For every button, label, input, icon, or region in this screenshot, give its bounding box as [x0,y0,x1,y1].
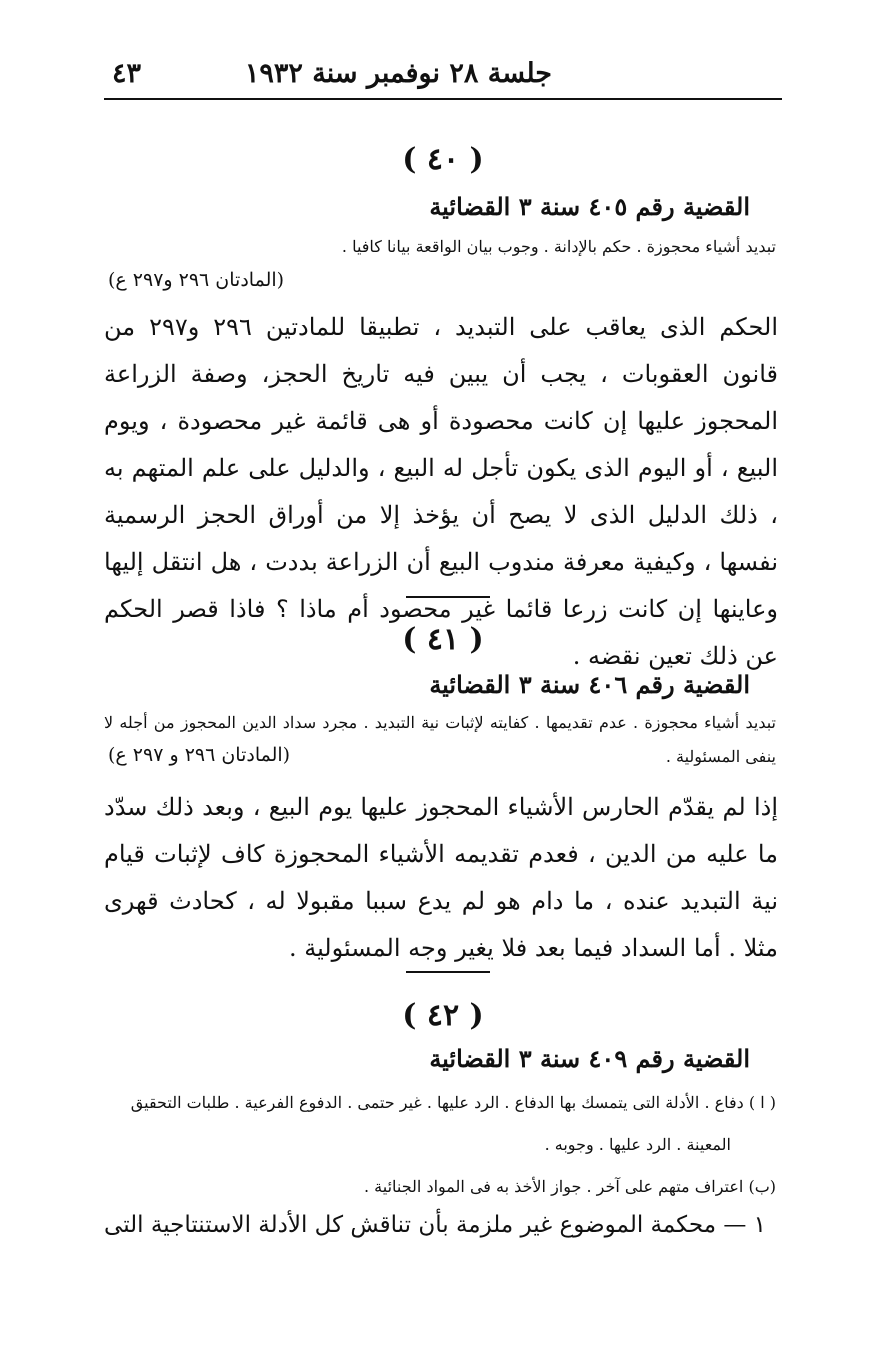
case-body: إذا لم يقدّم الحارس الأشياء المحجوز عليها يوم البيع ، وبعد ذلك سدّد ما عليه من الدين ، فعدم تقديمه الأشياء المحجوزة كاف لإثبات قيام نية التبديد عنده ، ما دام هو لم يدع سببا مقبولا له ، كحادث قهرى مثلا . أما السداد فيما بعد فلا يغير وجه المسئولية . [104,793,778,962]
case-title: القضية رقم ٤٠٥ سنة ٣ القضائية [429,192,750,221]
case-body: الحكم الذى يعاقب على التبديد ، تطبيقا للمادتين ٢٩٦ و٢٩٧ من قانون العقوبات ، يجب أن يبين فيه تاريخ الحجز، وصفة الزراعة المحجوز عليها إن كانت محصودة أو هى قائمة غير محصودة ، ويوم البيع ، أو اليوم الذى يكون تأجل له البيع ، والدليل على علم المتهم به ، ذلك الدليل الذى لا يصح أن يؤخذ إلا من أوراق الحجز الرسمية نفسها ، وكيفية معرفة مندوب البيع أن الزراعة بددت ، هل انتقل إليها وعاينها إن كانت زرعا قائما غير محصود أم ماذا ؟ فاذا قصر الحكم عن ذلك تعين نقضه . [104,313,779,670]
case-summary: تبديد أشياء محجوزة . عدم تقديمها . كفايته لإثبات نية التبديد . مجرد سداد الدين المحجوز من أجله لا ينفى المسئولية . [104,713,776,766]
case-summary-a-continued: المعينة . الرد عليها . وجوبه . [544,1135,731,1154]
case-title: القضية رقم ٤٠٩ سنة ٣ القضائية [429,1044,750,1073]
running-title: جلسة ٢٨ نوفمبر سنة ١٩٣٢ [244,58,552,89]
page-header [104,52,782,100]
case-summary: تبديد أشياء محجوزة . حكم بالإدانة . وجوب بيان الواقعة بيانا كافيا . [341,237,776,256]
section-divider [406,596,490,598]
case-number: ( ٤١ ) [402,622,484,657]
case-number: ( ٤٢ ) [402,998,484,1033]
case-articles: (المادتان ٢٩٦ و ٢٩٧ ع) [108,744,291,766]
clause-text: ١ — محكمة الموضوع غير ملزمة بأن تناقش كل الأدلة الاستنتاجية التى [104,1212,766,1238]
case-number: ( ٤٠ ) [402,142,484,177]
case-summary-b: (ب) اعتراف متهم على آخر . جواز الأخذ به فى المواد الجنائية . [363,1177,776,1196]
case-summary-a: ( ا ) دفاع . الأدلة التى يتمسك بها الدفاع . الرد عليها . غير حتمى . الدفوع الفرعية . طلبات التحقيق [130,1093,776,1112]
section-divider [406,971,490,973]
case-title: القضية رقم ٤٠٦ سنة ٣ القضائية [429,670,750,699]
page-number: ٤٣ [112,58,142,89]
case-articles: (المادتان ٢٩٦ و٢٩٧ ع) [108,269,285,291]
